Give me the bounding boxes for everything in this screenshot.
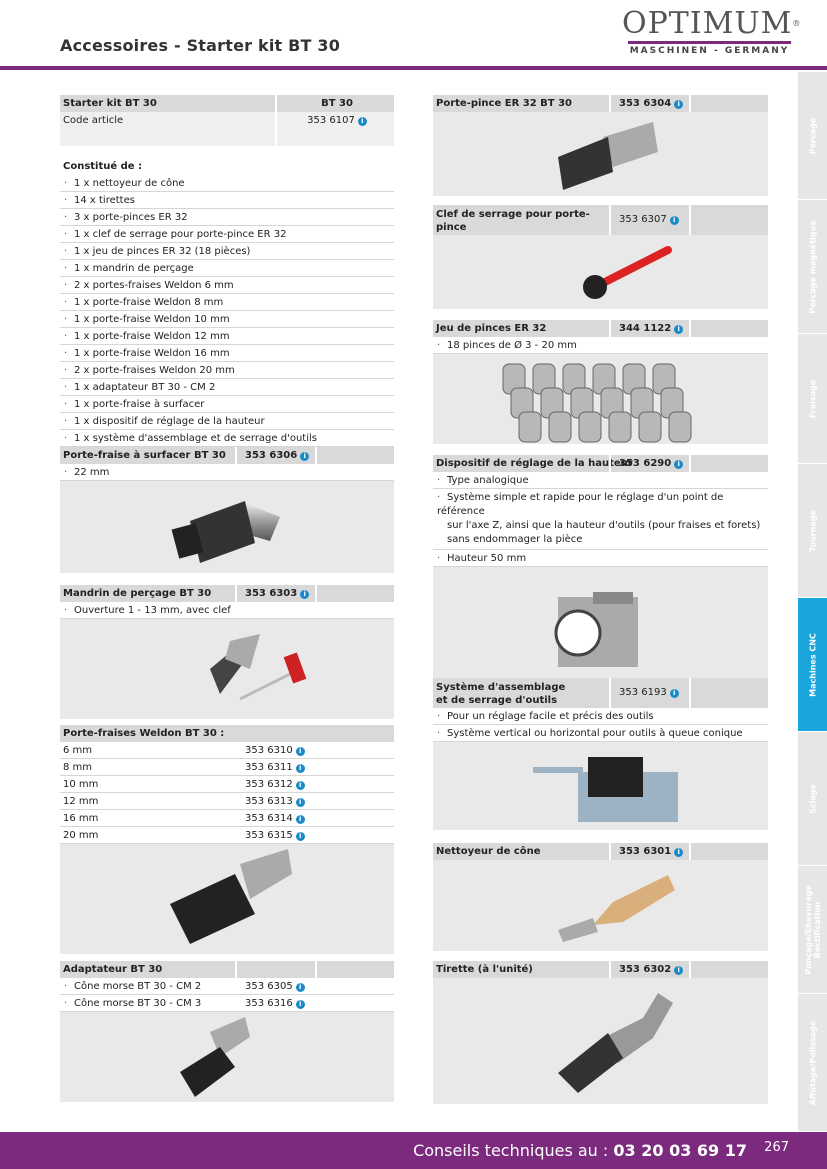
spec-text: · Pour un réglage facile et précis des outils [433, 708, 654, 724]
list-item: · 1 x porte-fraise Weldon 16 mm [60, 345, 394, 362]
product-code: 353 6306 [245, 450, 298, 461]
spec-text: · Système vertical ou horizontal pour outils à queue conique [433, 725, 743, 741]
tab-machines-cnc[interactable]: Machines CNC [798, 598, 827, 732]
list-item: · 2 x portes-fraises Weldon 6 mm [60, 277, 394, 294]
list-item: · 1 x système d'assemblage et de serrage d'outils [60, 430, 394, 447]
product-code: 353 6290 [619, 458, 672, 469]
product-code: 353 6304 [619, 98, 672, 109]
list-item: · 1 x porte-fraise à surfacer [60, 396, 394, 413]
clef-image [433, 235, 768, 309]
adaptateur-block [60, 961, 394, 1102]
pinces-image [433, 354, 768, 444]
pinces-block [433, 320, 768, 444]
assemblage-block [433, 678, 768, 830]
page-number: 267 [764, 1140, 789, 1155]
list-item: · 1 x porte-fraise Weldon 8 mm [60, 294, 394, 311]
product-code: 353 6303 [245, 588, 298, 599]
list-item: · 2 x porte-fraises Weldon 20 mm [60, 362, 394, 379]
info-icon[interactable]: i [670, 689, 679, 698]
product-code: 353 6311 [245, 762, 293, 773]
page-header [0, 0, 827, 72]
product-title: Porte-fraise à surfacer BT 30 [63, 450, 226, 461]
starter-header: Starter kit BT 30 [63, 98, 157, 109]
product-code: 353 6316 [245, 998, 293, 1009]
table-row [60, 810, 394, 827]
footer-contact: Conseils techniques au : 03 20 03 69 17 [413, 1141, 747, 1160]
weldon-block [60, 725, 394, 954]
info-icon[interactable]: i [296, 764, 305, 773]
adaptateur-label: · Cône morse BT 30 - CM 2 [60, 978, 235, 994]
page-footer [0, 1132, 827, 1169]
weldon-size: 10 mm [63, 779, 99, 790]
info-icon[interactable]: i [296, 832, 305, 841]
adaptateur-rows [60, 978, 394, 1012]
info-icon[interactable]: i [674, 460, 683, 469]
table-row [60, 776, 394, 793]
mandrin-image [60, 619, 394, 719]
collet [609, 412, 631, 442]
weldon-size: 16 mm [63, 813, 99, 824]
assemblage-image [433, 742, 768, 830]
constitue-label: Constitué de : [63, 161, 143, 172]
spec-text: · Type analogique [433, 472, 529, 488]
logo-registered: ® [792, 19, 802, 28]
weldon-image [60, 844, 394, 954]
product-title-line2: et de serrage d'outils [436, 695, 558, 706]
weldon-size: 8 mm [63, 762, 93, 773]
tab-poncage[interactable]: Ponçage/Ebavurage Rectification [798, 866, 827, 994]
starter-model: BT 30 [275, 95, 394, 112]
product-title: Adaptateur BT 30 [63, 964, 163, 975]
tab-tournage[interactable]: Tournage [798, 464, 827, 598]
table-row [60, 995, 394, 1012]
weldon-rows [60, 742, 394, 844]
list-item: · 1 x adaptateur BT 30 - CM 2 [60, 379, 394, 396]
spec-text: · 22 mm [60, 464, 109, 480]
table-row [60, 827, 394, 844]
starter-items-list [60, 175, 394, 447]
surfacer-block [60, 447, 394, 573]
adaptateur-label: · Cône morse BT 30 - CM 3 [60, 995, 235, 1011]
er32-holder-image [433, 112, 768, 196]
header-divider [0, 66, 827, 70]
product-code: 353 6313 [245, 796, 293, 807]
page-title: Accessoires - Starter kit BT 30 [60, 36, 341, 55]
info-icon[interactable]: i [674, 966, 683, 975]
product-title: Tirette (à l'unité) [436, 964, 533, 975]
category-tabs [798, 72, 827, 1132]
spec-text: · 18 pinces de Ø 3 - 20 mm [433, 337, 577, 353]
list-item: · 1 x nettoyeur de cône [60, 175, 394, 192]
product-title: Dispositif de réglage de la hauteur [436, 458, 633, 469]
clef-block [433, 205, 768, 309]
logo-bar [628, 41, 791, 44]
table-row [60, 759, 394, 776]
list-item: · 3 x porte-pinces ER 32 [60, 209, 394, 226]
info-icon[interactable]: i [296, 1000, 305, 1009]
info-icon[interactable]: i [296, 983, 305, 992]
weldon-size: 6 mm [63, 745, 93, 756]
product-title: Mandrin de perçage BT 30 [63, 588, 212, 599]
reglage-image [433, 567, 768, 685]
adaptateur-image [60, 1012, 394, 1102]
collet [549, 412, 571, 442]
tab-affutage[interactable]: Affûtage/Polissage [798, 994, 827, 1132]
info-icon[interactable]: i [296, 747, 305, 756]
weldon-size: 20 mm [63, 830, 99, 841]
list-item: · 1 x jeu de pinces ER 32 (18 pièces) [60, 243, 394, 260]
starter-code: 353 6107 [307, 115, 355, 126]
info-icon[interactable]: i [358, 117, 367, 126]
product-code: 353 6307 [619, 214, 667, 225]
product-code: 344 1122 [619, 323, 672, 334]
tirette-block [433, 961, 768, 1104]
product-code: 353 6305 [245, 981, 293, 992]
product-title: Jeu de pinces ER 32 [436, 323, 547, 334]
info-icon[interactable]: i [674, 848, 683, 857]
tirette-image [433, 978, 768, 1104]
list-item: · 1 x porte-fraise Weldon 10 mm [60, 311, 394, 328]
surfacer-image [60, 481, 394, 573]
list-item: · 1 x clef de serrage pour porte-pince ER 32 [60, 226, 394, 243]
collet [639, 412, 661, 442]
info-icon[interactable]: i [674, 100, 683, 109]
reglage-block [433, 455, 768, 685]
product-title: Nettoyeur de cône [436, 846, 541, 857]
logo-text: OPTIMUM [622, 6, 793, 41]
info-icon[interactable]: i [296, 781, 305, 790]
product-code: 353 6314 [245, 813, 293, 824]
nettoyeur-image [433, 860, 768, 951]
product-code: 353 6312 [245, 779, 293, 790]
table-row [60, 793, 394, 810]
starter-kit-table [60, 95, 394, 447]
product-title: Système d'assemblage [436, 682, 566, 693]
spec-text: · Ouverture 1 - 13 mm, avec clef [60, 602, 231, 618]
info-icon[interactable]: i [674, 325, 683, 334]
spec-text: · Hauteur 50 mm [433, 550, 526, 566]
spec-multiline: · Système simple et rapide pour le réglage d'un point de référence sur l'axe Z, ainsi que la hauteur d'outils (pour fraises et forets) sans endommager la pièce [433, 489, 768, 550]
product-title: Porte-pince ER 32 BT 30 [436, 98, 572, 109]
logo-subtitle: MASCHINEN - GERMANY [629, 46, 790, 56]
info-icon[interactable]: i [296, 798, 305, 807]
table-row [60, 742, 394, 759]
info-icon[interactable]: i [300, 452, 309, 461]
collet [579, 412, 601, 442]
product-code: 353 6315 [245, 830, 293, 841]
tab-percage-magnetique[interactable]: Perçage magnétique [798, 200, 827, 334]
info-icon[interactable]: i [296, 815, 305, 824]
list-item: · 14 x tirettes [60, 192, 394, 209]
nettoyeur-block [433, 843, 768, 951]
product-code: 353 6310 [245, 745, 293, 756]
list-item: · 1 x dispositif de réglage de la hauteur [60, 413, 394, 430]
collet [669, 412, 691, 442]
product-title: Clef de serrage pour porte-pince [436, 209, 590, 233]
collet [519, 412, 541, 442]
er32-holder-block [433, 95, 768, 196]
product-code: 353 6302 [619, 964, 672, 975]
product-code: 353 6301 [619, 846, 672, 857]
code-label: Code article [63, 115, 124, 126]
weldon-size: 12 mm [63, 796, 99, 807]
optimum-logo [622, 6, 802, 56]
info-icon[interactable]: i [670, 216, 679, 225]
tab-percage[interactable]: Perçage [798, 72, 827, 200]
list-item: · 1 x porte-fraise Weldon 12 mm [60, 328, 394, 345]
footer-phone: 03 20 03 69 17 [613, 1141, 747, 1160]
table-row [60, 978, 394, 995]
info-icon[interactable]: i [300, 590, 309, 599]
mandrin-block [60, 585, 394, 719]
product-code: 353 6193 [619, 687, 667, 698]
list-item: · 1 x mandrin de perçage [60, 260, 394, 277]
tab-fraisage[interactable]: Fraisage [798, 334, 827, 464]
tab-sciage[interactable]: Sciage [798, 732, 827, 866]
product-title: Porte-fraises Weldon BT 30 : [63, 728, 225, 739]
